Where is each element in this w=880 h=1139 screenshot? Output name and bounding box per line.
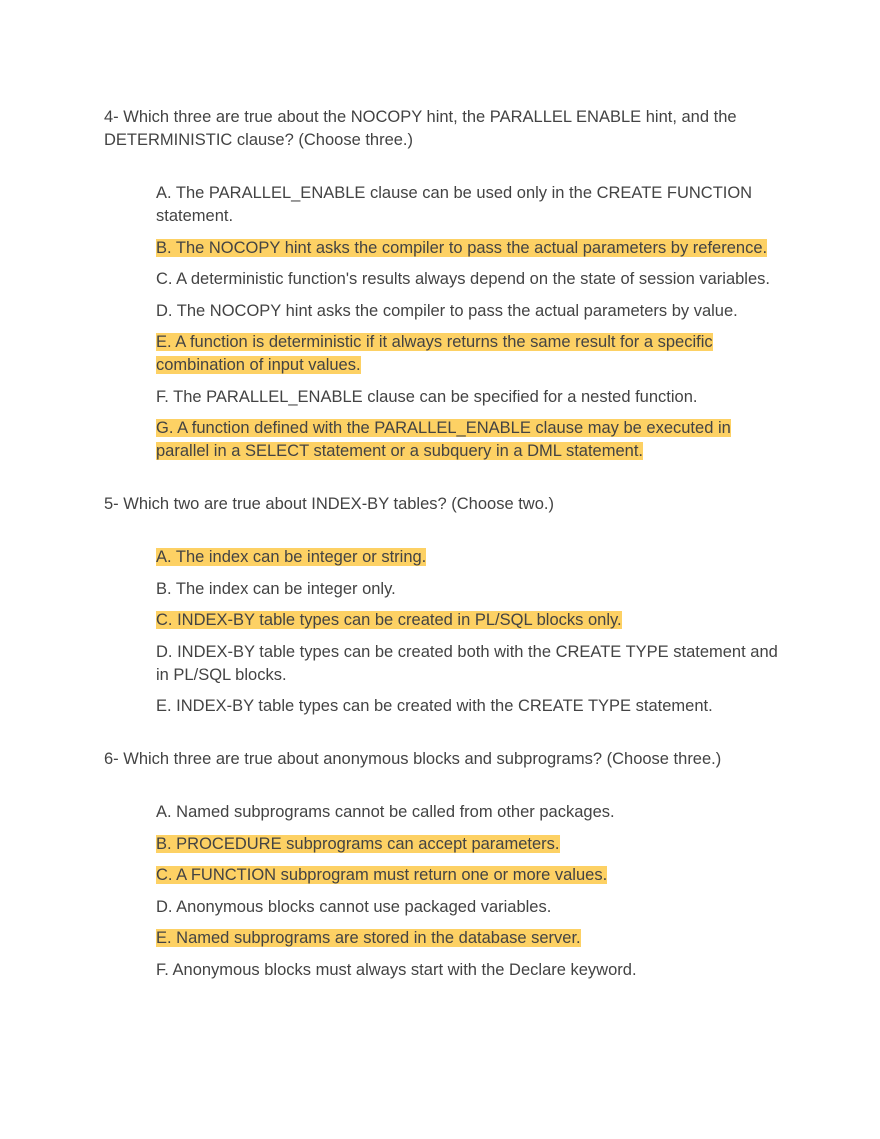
document-page <box>104 106 784 1012</box>
option-text: A. The PARALLEL_ENABLE clause can be used only in the CREATE FUNCTION statement. <box>156 184 753 225</box>
q6-option-f <box>156 959 784 982</box>
q4-option-d <box>156 300 784 323</box>
q5-option-e <box>156 695 784 718</box>
q4-option-c <box>156 268 784 291</box>
option-text: D. The NOCOPY hint asks the compiler to pass the actual parameters by value. <box>156 301 738 320</box>
q6-option-c <box>156 864 784 887</box>
option-text: D. INDEX-BY table types can be created both with the CREATE TYPE statement and in PL/SQL blocks. <box>156 642 778 684</box>
question-4-options <box>156 182 784 463</box>
q4-option-g <box>156 417 784 463</box>
option-text: B. PROCEDURE subprograms can accept parameters. <box>156 834 560 853</box>
question-4: 4- Which three are true about the NOCOPY hint, the PARALLEL ENABLE hint, and the DETERMINISTIC clause? (Choose three.) <box>104 108 737 149</box>
question-6: 6- Which three are true about anonymous blocks and subprograms? (Choose three.) <box>104 750 722 768</box>
option-text: C. A deterministic function's results always depend on the state of session variables. <box>156 270 770 288</box>
q5-option-d <box>156 641 784 687</box>
question-5-options <box>156 546 784 718</box>
q4-option-a <box>156 182 784 228</box>
q5-option-b <box>156 578 784 601</box>
q5-option-c <box>156 609 784 632</box>
option-text: C. INDEX-BY table types can be created in PL/SQL blocks only. <box>156 611 622 629</box>
q4-option-b <box>156 237 784 260</box>
option-text: C. A FUNCTION subprogram must return one or more values. <box>156 866 608 884</box>
q4-option-f <box>156 386 784 409</box>
question-5: 5- Which two are true about INDEX-BY tables? (Choose two.) <box>104 495 554 513</box>
option-text: A. Named subprograms cannot be called from other packages. <box>156 803 615 821</box>
option-text: B. The index can be integer only. <box>156 579 396 598</box>
option-text: F. The PARALLEL_ENABLE clause can be specified for a nested function. <box>156 387 698 406</box>
option-text: E. INDEX-BY table types can be created with the CREATE TYPE statement. <box>156 697 713 715</box>
option-text: E. Named subprograms are stored in the database server. <box>156 929 581 947</box>
question-6-options <box>156 801 784 982</box>
q4-option-e <box>156 331 784 377</box>
option-text: D. Anonymous blocks cannot use packaged variables. <box>156 897 552 916</box>
option-text: F. Anonymous blocks must always start with the Declare keyword. <box>156 960 637 979</box>
option-text: E. A function is deterministic if it always returns the same result for a specific combination of input values. <box>156 333 713 374</box>
option-text: A. The index can be integer or string. <box>156 548 427 566</box>
q6-option-a <box>156 801 784 824</box>
q5-option-a <box>156 546 784 569</box>
option-text: B. The NOCOPY hint asks the compiler to pass the actual parameters by reference. <box>156 238 768 257</box>
q6-option-d <box>156 896 784 919</box>
q6-option-e <box>156 927 784 950</box>
option-text: G. A function defined with the PARALLEL_ENABLE clause may be executed in parallel in a SELECT statement or a subquery in a DML statement. <box>156 419 731 460</box>
q6-option-b <box>156 833 784 856</box>
